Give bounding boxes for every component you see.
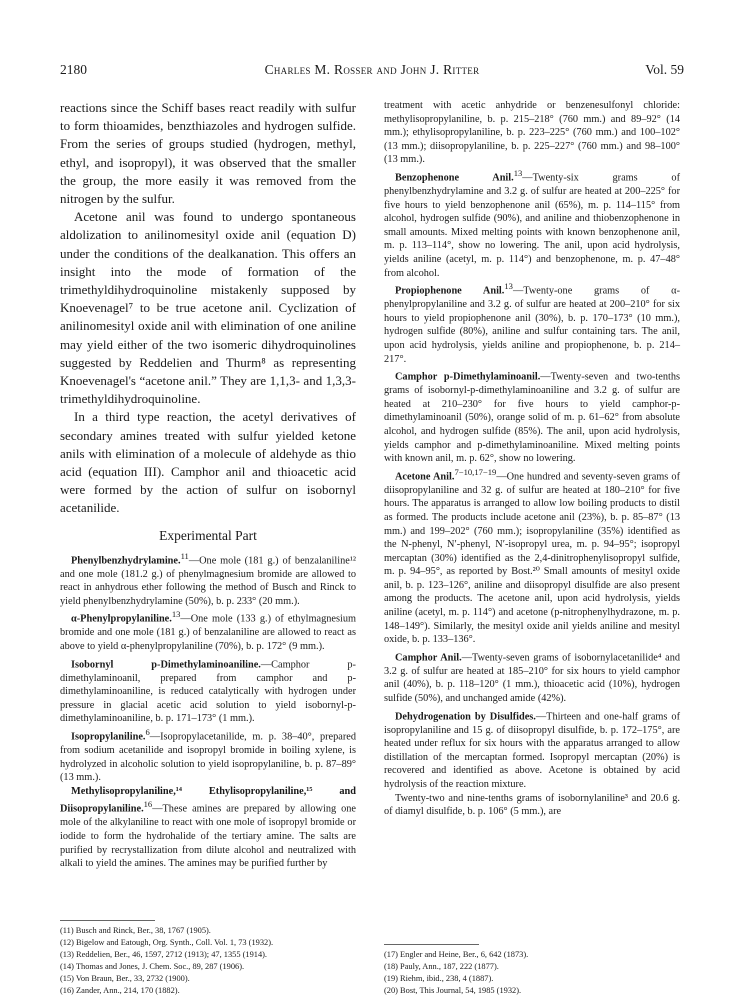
- running-authors: Charles M. Rosser and John J. Ritter: [264, 62, 480, 77]
- experiment-text: —These amines are prepared by allowing one mole of the alkylaniline to react with one mole of isopropyl bromide or iodide to form the hydrohalide of the tertiary amine. The salts are purified by recrystallization from dilute alcohol and neutralized with alkali to yield the amines. The amines may be purified further by: [60, 803, 356, 870]
- page-number: 2180: [60, 62, 87, 77]
- experiment-text: —Twenty-one grams of α-phenylpropylaniline and 3.2 g. of sulfur are heated at 200–210° for six hours to yield propiophenone anil (30%), b. p. 170–173° (10 mm.), hydrogen sulfide (80%), aniline and sulfur containing tars. The anil, upon acid hydrolysis, yields aniline and propiophenone, b. p. 214–217°.: [384, 285, 681, 365]
- experiment-text: —Isopropylacetanilide, m. p. 38–40°, prepared from sodium acetanilide and isopropyl bromide in boiling xylene, is hydrolyzed in alcoholic solution to yield isopropylaniline, b. p. 87–89° (13 mm.).: [60, 731, 356, 784]
- section-heading: Experimental Part: [159, 527, 257, 543]
- ref-sup: 13: [504, 281, 513, 292]
- experiment-paragraph: [60, 726, 356, 785]
- compound-title: Isopropylaniline.: [71, 731, 146, 743]
- compound-title: Phenylbenzhydrylamine.: [71, 555, 181, 567]
- compound-title: α-Phenylpropylaniline.: [71, 613, 172, 625]
- continuation-paragraph: treatment with acetic anhydride or benzenesulfonyl chloride: methylisopropylaniline, b. p. 215–218° (760 mm.) and 89–92° (14 mm.); ethylisopropylaniline, b. p. 223–225° (760 mm.) and 100–102° (13 mm.); diisopropylaniline, b. p. 225–227° (760 mm.) and 98–100° (13 mm.).: [384, 100, 680, 166]
- footnote: (12) Bigelow and Eatough, Org. Synth., Coll. Vol. 1, 73 (1932).: [60, 938, 274, 947]
- experiment-paragraph: [384, 167, 680, 280]
- left-footnotes: [60, 925, 273, 997]
- compound-title: Benzophenone Anil.: [395, 172, 514, 184]
- running-head: [60, 62, 684, 82]
- compound-title: Acetone Anil.: [395, 471, 455, 483]
- footnote: (14) Thomas and Jones, J. Chem. Soc., 89, 287 (1906).: [60, 962, 245, 971]
- intro-text: [60, 99, 356, 518]
- ref-sup: 11: [180, 550, 189, 561]
- ref-sup: 13: [513, 167, 523, 178]
- ref-sup: 13: [171, 609, 181, 620]
- footnote: (15) Von Braun, Ber., 33, 2732 (1900).: [60, 974, 190, 983]
- footnote: (17) Engler and Heine, Ber., 6, 642 (1873).: [384, 950, 529, 959]
- compound-title: Methylisopropylaniline,¹⁴ Ethylisopropylaniline,¹⁵ and Diisopropylaniline.: [60, 785, 356, 815]
- footnote-rule: [384, 944, 479, 945]
- footnote: (20) Bost, This Journal, 54, 1985 (1932).: [384, 986, 522, 995]
- compound-title: Dehydrogenation by Disulfides.: [395, 711, 536, 723]
- volume-label: Vol. 59: [645, 62, 684, 77]
- experiment-paragraph: [384, 647, 680, 706]
- experiment-paragraph: [60, 550, 356, 609]
- experiment-text: —Twenty-seven grams of isobornylacetanilide⁴ and 3.2 g. of sulfur are heated at 185–210° for six hours to yield camphor anil (40%), b. p. 118–120° (1 mm.), thioacetic acid (10%), hydrogen sulfide (50%), and unchanged amide (42%).: [384, 652, 680, 705]
- experiment-text: —One hundred and seventy-seven grams of diisopropylaniline and 32 g. of sulfur are heated at 180–210° for five hours. The apparatus is arranged to allow low boiling products to distil as formed. The products include acetone anil (23%), b. p. 85–87° (13 mm.) and 199–202° (760 mm.); isopropylaniline (35%) identified as the N-phenyl, N′-phenyl, N′-isopropyl urea, m. p. 94–95°; isopropyl mercaptan (30%) identified as the 2,4-dinitrophenylisopropyl sulfide, m. p. 94–95°, as reported by Bost.²⁰ Small amounts of mesityl oxide anil, b. p. 123–126°, aniline and diisopropyl disulfide are also present among the products. The acetone anil, upon acid hydrolysis, yields aniline (acetyl, m. p. 114°) and acetone (p-nitrophenylhydrazone, m. p. 148–149°). Similarly, the mesityl oxide anil yields aniline and mesityl oxide, b. p. 133–136°.: [384, 471, 681, 646]
- compound-title: Isobornyl p-Dimethylaminoaniline.: [71, 659, 261, 671]
- experiment-text: —Twenty-six grams of phenylbenzhydrylamine and 3.2 g. of sulfur are heated at 200–225° for five hours to yield benzophenone anil (65%), m. p. 114–115° from alcohol, hydrogen sulfide (90%), and aniline and thiobenzophenone in small amounts. Mixed melting points with known benzophenone anil, m. p. 113–114°, show no lowering. The anil, upon acid hydrolysis, yields aniline (acetyl, m. p. 114°) and benzophenone, m. p. 47–48° from alcohol.: [384, 172, 680, 279]
- experiment-paragraph: [384, 706, 680, 792]
- experiment-paragraph: [384, 466, 680, 647]
- footnote: (16) Zander, Ann., 214, 170 (1882).: [60, 986, 180, 995]
- right-column: [384, 99, 680, 819]
- intro-paragraph: In a third type reaction, the acetyl derivatives of secondary amines treated with sulfur yielded ketone anils with elimination of a molecule of aldehyde as thio acid (equation III). Camphor anil and thioacetic acid were formed by the action of sulfur on isobornyl acetanilide.: [60, 409, 356, 516]
- footnote: (13) Reddelien, Ber., 46, 1597, 2712 (1913); 47, 1355 (1914).: [60, 950, 268, 959]
- experiment-paragraph: [384, 280, 680, 366]
- experiment-text: —One mole (133 g.) of ethylmagnesium bromide and one mole (181 g.) of benzalaniline are allowed to react as above to yield α-phenylpropylaniline (70%), b. p. 172° (9 mm.).: [60, 613, 356, 653]
- footnote: (18) Pauly, Ann., 187, 222 (1877).: [384, 962, 499, 971]
- intro-paragraph: Acetone anil was found to undergo spontaneous aldolization to anilinomesityl oxide anil (equation D) under the conditions of the dealkanation. This offers an insight into the mode of formation of the trimethyldihydroquinoline mistakenly supposed by Knoevenagel⁷ to be true acetone anil. Cyclization of anilinomesityl oxide anil with elimination of one aniline may yield either of the two isomeric dihydroquinolines suggested by Reddelien and Thurm⁸ as representing Knoevenagel's “acetone anil.” They are 1,1,3- and 1,3,3-trimethyldihydroquinoline.: [60, 209, 356, 407]
- footnote-rule: [60, 920, 155, 921]
- intro-paragraph: reactions since the Schiff bases react readily with sulfur to form thioamides, benzthiazoles and hydrogen sulfide. From the series of groups studied (hydrogen, methyl, ethyl, and isopropyl), it was observed that the smaller the group, the more easily it was removed from the nitrogen by the sulfur.: [60, 100, 356, 207]
- experiment-text: —Twenty-seven and two-tenths grams of isobornyl-p-dimethylaminoaniline and 3.2 g. of sulfur are heated at 210–230° for five hours to yield camphor-p-dimethylaminoanil (50%), orange solid of m. p. 61–62° from absolute alcohol, and hydrogen sulfide (85%). The anil, upon acid hydrolysis, yields camphor and p-dimethylaminoaniline. Mixed melting points with known anil, m. p. 62°, show no lowering.: [384, 371, 680, 465]
- ref-sup: 16: [143, 799, 153, 810]
- compound-title: Camphor p-Dimethylaminoanil.: [395, 371, 541, 383]
- footnote: (11) Busch and Rinck, Ber., 38, 1767 (1905).: [60, 926, 211, 935]
- experiment-text: —Thirteen and one-half grams of isopropylaniline and 15 g. of diisopropyl disulfide, b. p. 172–175°, are heated under reflux for six hours with the apparatus arranged to allow distillation of the mercaptan formed. Isopropyl mercaptan (20%) is recovered and identified as above. Acetone is obtained by acid hydrolysis of the reaction mixture.: [384, 711, 680, 791]
- left-column: [60, 99, 356, 871]
- right-footnotes: [384, 949, 528, 997]
- ref-sup: 7−10,17−19: [454, 466, 497, 477]
- compound-title: Camphor Anil.: [395, 652, 462, 664]
- footnote: (19) Riehm, ibid., 238, 4 (1887).: [384, 974, 494, 983]
- experiment-text: —One mole (181 g.) of benzalaniline¹² and one mole (181.2 g.) of phenylmagnesium bromide are allowed to react in anhydrous ether following the method of Busch and Rinck to yield phenylbenzhydrylamine (50%), b. p. 233° (20 mm.).: [60, 555, 356, 607]
- experiment-paragraph: [60, 785, 356, 871]
- final-paragraph: Twenty-two and nine-tenths grams of isobornylaniline³ and 20.6 g. of diamyl disulfide, b. p. 106° (5 mm.), are: [384, 792, 680, 818]
- experiment-paragraph: [60, 654, 356, 726]
- experiment-paragraph: [60, 608, 356, 653]
- experimental-left: [60, 550, 356, 871]
- experiment-paragraph: [384, 366, 680, 466]
- experiment-text: —Camphor p-dimethylaminoanil, prepared from camphor and p-dimethylaminoaniline, is reduced catalytically with hydrogen under pressure in glacial acetic acid solution to yield isobornyl-p-dimethylaminoaniline, b. p. 171–173° (1 mm.).: [60, 659, 356, 725]
- ref-sup: 6: [145, 727, 150, 738]
- compound-title: Propiophenone Anil.: [395, 285, 505, 297]
